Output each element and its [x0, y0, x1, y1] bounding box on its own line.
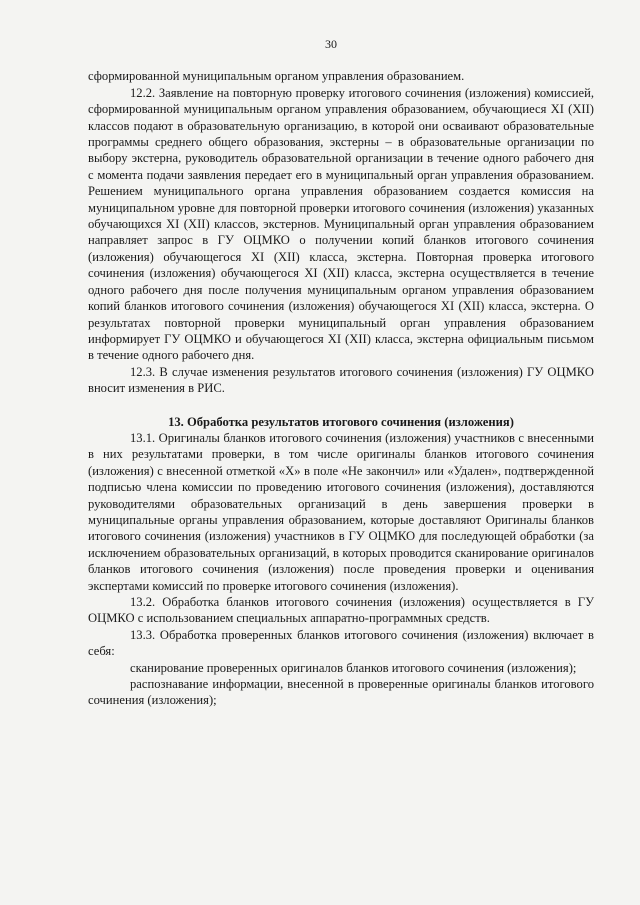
paragraph-12-1-end: сформированной муниципальным органом управления образованием. [88, 69, 465, 84]
page-number: 30 [325, 37, 337, 51]
section-13-heading: 13. Обработка результатов итогового сочинения (изложения) [168, 414, 514, 429]
list-item-scanning: сканирование проверенных оригиналов бланков итогового сочинения (изложения); [130, 660, 577, 675]
paragraph-12-3: 12.3. В случае изменения результатов итогового сочинения (изложения) ГУ ОЦМКО вносит изменения в РИС. [88, 364, 594, 396]
paragraph-12-2: 12.2. Заявление на повторную проверку итогового сочинения (изложения) комиссией, сформированной муниципальным органом управления образованием, обучающиеся XI (XII) классов подают в образовательную организацию, в которой они осваивают образовательные программы среднего общего образования, экстерны – в образовательные организации по выбору экстерна, руководитель образовательной организации в течение одного рабочего дня с момента подачи заявления передает его в муниципальный орган управления образованием. Решением муниципального органа управления образованием создается комиссия на муниципальном уровне для повторной проверки итогового сочинения (изложения) указанных обучающихся XI (XII) классов, экстернов. Муниципальный орган управления образованием направляет запрос в ГУ ОЦМКО о получении копий бланков итогового сочинения (изложения) обучающегося XI (XII) класса, экстерна. Повторная проверка итогового сочинения (изложения) обучающегося XI (XII) класса, экстерна осуществляется в течение одного рабочего дня после получения муниципальным органом управления образованием копий бланков итогового сочинения (изложения) обучающегося XI (XII) класса, экстерна. О результатах повторной проверки муниципальный орган управления образованием информирует ГУ ОЦМКО и обучающегося XI (XII) класса, экстерна официальным письмом в течение одного рабочего дня. [88, 85, 594, 363]
paragraph-13-1: 13.1. Оригиналы бланков итогового сочинения (изложения) участников с внесенными в них результатами проверки, в том числе оригиналы бланков итогового сочинения (изложения) с внесенной отметкой «Х» в поле «Не закончил» или «Удален», подтвержденной подписью члена комиссии по проведению итогового сочинения (изложения), доставляются руководителями образовательных организаций в день завершения проверки в муниципальные органы управления образованием, которые доставляют Оригиналы бланков итогового сочинения (изложения) участников в ГУ ОЦМКО для последующей обработки (за исключением образовательных организаций, в которых проводится сканирование оригиналов бланков итогового сочинения (изложения) после проведения проверки и оценивания экспертами комиссий по проверке итогового сочинения (изложения). [88, 430, 594, 593]
list-item-recognition: распознавание информации, внесенной в проверенные оригиналы бланков итогового сочинения (изложения); [88, 677, 594, 708]
paragraph-13-2: 13.2. Обработка бланков итогового сочинения (изложения) осуществляется в ГУ ОЦМКО с использованием специальных аппаратно-программных средств. [88, 595, 594, 626]
paragraph-13-3: 13.3. Обработка проверенных бланков итогового сочинения (изложения) включает в себя: [88, 627, 594, 659]
